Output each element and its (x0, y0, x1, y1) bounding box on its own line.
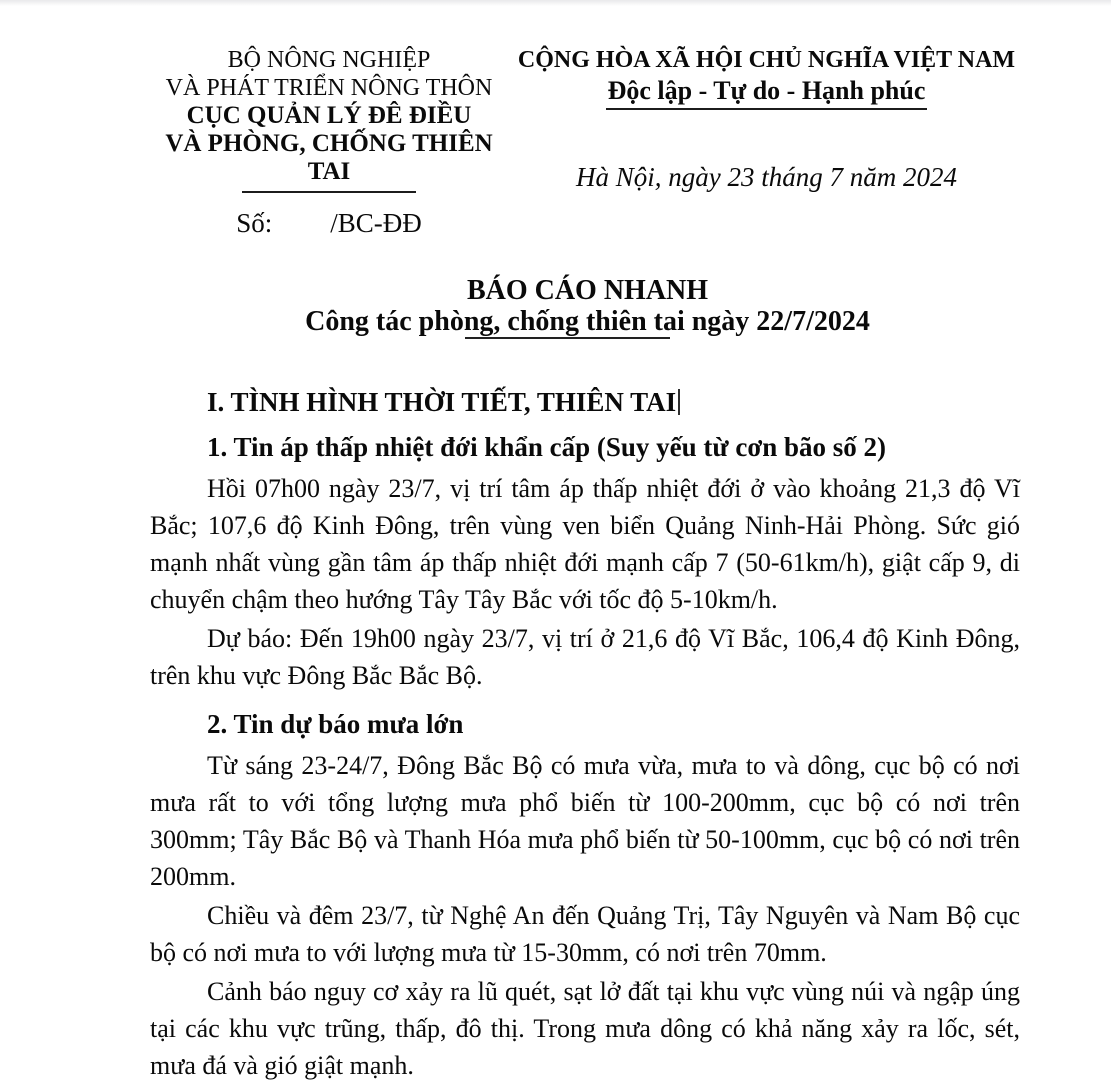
national-line-2-wrap (508, 76, 1025, 110)
national-line-1: CỘNG HÒA XÃ HỘI CHỦ NGHĨA VIỆT NAM (517, 47, 1016, 73)
title-underline-rule (465, 337, 670, 339)
paragraph-rain-central: Chiều và đêm 23/7, từ Nghệ An đến Quảng Trị, Tây Nguyên và Nam Bộ cục bộ có nơi mưa to với lượng mưa từ 15-30mm, có nơi trên 70mm. (150, 901, 1020, 967)
issuer-line-4: VÀ PHÒNG, CHỐNG THIÊN TAI (165, 130, 493, 185)
paragraph-storm-position: Hồi 07h00 ngày 23/7, vị trí tâm áp thấp nhiệt đới ở vào khoảng 21,3 độ Vĩ Bắc; 107,6 độ Kinh Đông, trên vùng ven biển Quảng Ninh-Hải Phòng. Sức gió mạnh nhất vùng gần tâm áp thấp nhiệt đới mạnh cấp 7 (50-61km/h), giật cấp 9, di chuyển chậm theo hướng Tây Tây Bắc với tốc độ 5-10km/h. (150, 474, 1020, 614)
title-line-1: BÁO CÁO NHANH (466, 275, 709, 306)
doc-number-line (150, 208, 508, 239)
text-cursor (678, 389, 680, 415)
document-header (150, 46, 1025, 239)
section-1-heading-text: I. TÌNH HÌNH THỜI TIẾT, THIÊN TAI (207, 387, 677, 417)
subsection-2-heading: 2. Tin dự báo mưa lớn (207, 709, 464, 739)
paragraph-warning: Cảnh báo nguy cơ xảy ra lũ quét, sạt lở đất tại khu vực vùng núi và ngập úng tại các khu vực trũng, thấp, đô thị. Trong mưa dông có khả năng xảy ra lốc, sét, mưa đá và gió giật mạnh. (150, 977, 1020, 1080)
document-title (150, 275, 1025, 339)
doc-number-value: /BC-ĐĐ (330, 208, 422, 238)
doc-number-label: Số: (236, 208, 273, 238)
issuer-line-3: CỤC QUẢN LÝ ĐÊ ĐIỀU (186, 102, 472, 129)
subsection-1-heading: 1. Tin áp thấp nhiệt đới khẩn cấp (Suy yếu từ cơn bão số 2) (207, 432, 887, 462)
paragraph-storm-forecast: Dự báo: Đến 19h00 ngày 23/7, vị trí ở 21,6 độ Vĩ Bắc, 106,4 độ Kinh Đông, trên khu vực Đông Bắc Bắc Bộ. (150, 624, 1020, 690)
issuer-line-2: VÀ PHÁT TRIỂN NÔNG THÔN (165, 75, 493, 101)
national-line-2: Độc lập - Tự do - Hạnh phúc (606, 76, 928, 110)
national-motto-block (508, 46, 1025, 239)
document-page[interactable] (0, 6, 1025, 1084)
issuer-line-1: BỘ NÔNG NGHIỆP (227, 47, 431, 73)
paragraph-rain-north: Từ sáng 23-24/7, Đông Bắc Bộ có mưa vừa, mưa to và dông, cục bộ có nơi mưa rất to với tổng lượng mưa phổ biến từ 100-200mm, cục bộ có nơi trên 300mm; Tây Bắc Bộ và Thanh Hóa mưa phổ biến từ 50-100mm, cục bộ có nơi trên 200mm. (150, 751, 1020, 891)
issuer-underline-rule (242, 191, 416, 193)
title-line-2: Công tác phòng, chống thiên tai ngày 22/7/2024 (305, 306, 870, 337)
issuing-agency-block (150, 46, 508, 239)
place-date-line: Hà Nội, ngày 23 tháng 7 năm 2024 (576, 162, 957, 192)
section-1-heading (150, 387, 1025, 417)
